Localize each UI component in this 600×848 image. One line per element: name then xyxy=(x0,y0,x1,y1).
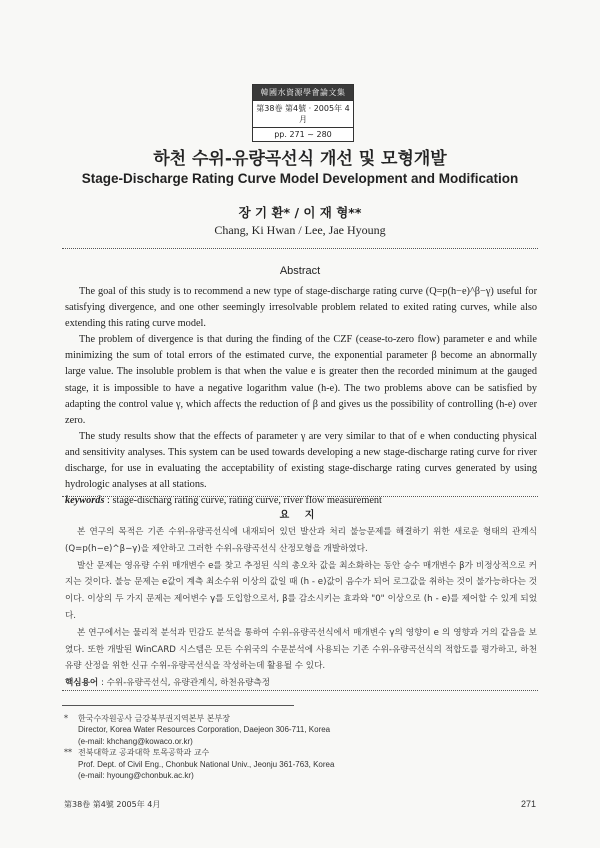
footnote-email: (e-mail: khchang@kowaco.or.kr) xyxy=(78,736,193,746)
footnote-line: Prof. Dept. of Civil Eng., Chonbuk National Univ., Jeonju 361-763, Korea xyxy=(78,759,335,769)
journal-volume: 第38卷 第4號 · 2005年 4月 xyxy=(253,100,353,127)
page-number: 271 xyxy=(520,799,536,809)
footnote-author-2 xyxy=(64,747,484,781)
summary-keywords-text: : 수위-유량곡선식, 유량관계식, 하천유량측정 xyxy=(98,678,271,689)
footnote-line: Director, Korea Water Resources Corporation, Daejeon 306-711, Korea xyxy=(78,725,331,735)
footnote-email: (e-mail: hyoung@chonbuk.ac.kr) xyxy=(78,771,194,781)
summary-heading: 요 지 xyxy=(279,510,321,521)
footer-journal-issue: 第38卷 第4號 2005年 4月 xyxy=(64,800,161,809)
keywords-label: keywords xyxy=(65,495,105,507)
abstract-paragraph: The goal of this study is to recommend a new type of stage-discharge rating curve (Q=p(h−e)^β−γ) useful for satisfying divergence, and one other seemingly irresolvable problem related to exited rating curves, while also extending this rating curve model. xyxy=(65,286,537,330)
abstract-paragraph: The study results show that the effects of parameter γ are very similar to that of e when conducting physical and sensitivity analyses. This system can be used towards developing a new stage-discharge rating curve for river discharge, for use in evaluating the acceptability of existing stage-discharge rating curves generated by using hydrologic analyses at all stations. xyxy=(65,430,537,491)
journal-name: 韓國水資源學會論文集 xyxy=(253,85,353,100)
abstract-body xyxy=(65,284,537,509)
footnotes xyxy=(64,713,484,781)
footnote-line: 한국수자원공사 금강북부권지역본부 본부장 xyxy=(78,714,230,723)
summary-paragraph: 본 연구의 목적은 기존 수위-유량곡선식에 내재되어 있던 발산과 처리 불능문제를 해결하기 위한 새로운 형태의 관계식(Q=p(h−e)^β−γ)을 제안하고 그러한 수위-유량곡선식 산정모형을 개발하였다. xyxy=(65,527,537,554)
summary-body xyxy=(65,524,537,692)
title-english: Stage-Discharge Rating Curve Model Development and Modification xyxy=(81,171,519,186)
abstract-heading: Abstract xyxy=(279,265,321,277)
footnote-author-1 xyxy=(64,713,484,747)
footnote-mark: * xyxy=(64,714,68,723)
abstract-paragraph: The problem of divergence is that during the finding of the CZF (cease-to-zero flow) parameter e and while minimizing the sum of total errors of the estimated curve, the exponential parameter β become an abnormally large value. The insoluble problem is that when the value e is greater then the recorded minimum at the gauged stage, it is impossible to have a negative logarithm value (h-e). The two problems above can be satisfied by adapting the control value γ, which affects the reduction of β and gives us the possibility of controlling (h-e) over zero. xyxy=(65,334,537,426)
summary-paragraph: 발산 문제는 영유량 수위 매개변수 e를 찾고 추정된 식의 총오차 값을 최소화하는 동안 승수 매개변수 β가 비정상적으로 커지는 것이다. 불능 문제는 e값이 계측 최소수위 이상의 값일 때 (h - e)값이 음수가 되어 로그값을 취하는 것이 불가능하다는 것이다. 이상의 두 가지 문제는 제어변수 γ를 도입함으로서, β를 감소시키는 효과와 "0" 이상으로 (h - e)를 제어할 수 있게 되었다. xyxy=(65,560,537,621)
footnote-rule xyxy=(62,705,294,706)
title-korean: 하천 수위-유량곡선식 개선 및 모형개발 xyxy=(153,149,447,169)
footnote-line: 전북대학교 공과대학 토목공학과 교수 xyxy=(78,748,210,758)
keywords-text: : stage-discharg rating curve, rating curve, river flow measurement xyxy=(104,495,382,507)
authors-korean: 장 기 환* / 이 재 형** xyxy=(238,205,362,220)
footnote-mark: ** xyxy=(64,748,72,758)
journal-info-box xyxy=(252,84,354,142)
summary-keywords-label: 핵심용어 xyxy=(65,678,99,689)
authors-english: Chang, Ki Hwan / Lee, Jae Hyoung xyxy=(214,223,386,237)
divider-middle xyxy=(62,496,538,497)
summary-paragraph: 본 연구에서는 물리적 분석과 민감도 분석을 통하여 수위-유량곡선식에서 매개변수 γ의 영향이 e 의 영향과 거의 같음을 보였다. 또한 개발된 WinCARD 시스템은 모든 수위국의 수문분석에 사용되는 기존 수위-유량곡선식의 적합도를 평가하고, 하천유량 산정을 위한 신규 수위-유량곡선식을 작성하는데 활용될 수 있다. xyxy=(65,627,537,672)
divider-bottom xyxy=(62,690,538,691)
journal-pages: pp. 271 ~ 280 xyxy=(253,127,353,141)
divider-top xyxy=(62,248,538,249)
